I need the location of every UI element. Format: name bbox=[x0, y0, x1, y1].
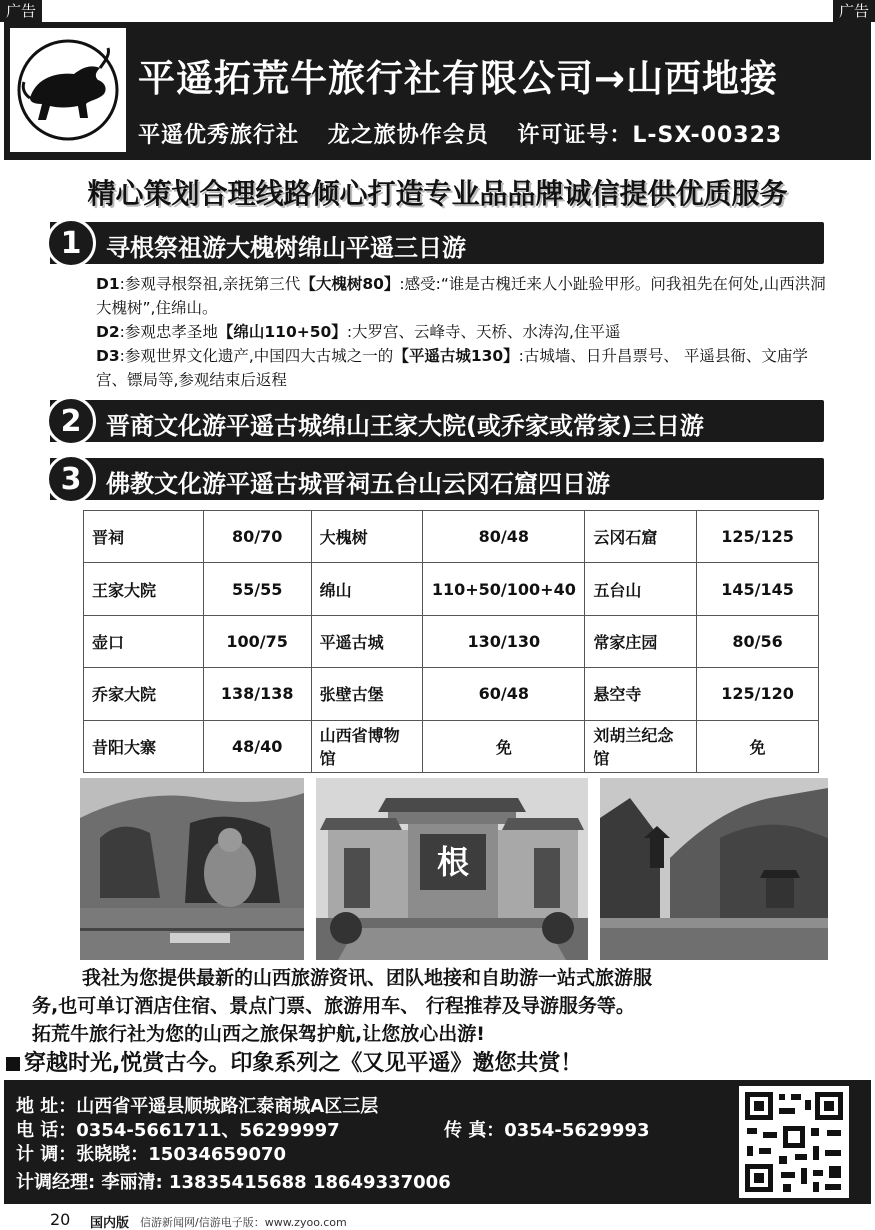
address: 地 址：山西省平遥县顺城路汇泰商城A区三层 bbox=[16, 1096, 379, 1117]
invite-text: 穿越时光,悦赏古今。印象系列之《又见平遥》邀您共赏！ bbox=[24, 1051, 583, 1076]
site-name: 壶口 bbox=[84, 615, 204, 667]
site-name: 山西省博物馆 bbox=[311, 720, 423, 772]
dispatcher: 计 调：张晓晓：15034659070 bbox=[16, 1144, 287, 1165]
site-price: 80/70 bbox=[203, 511, 311, 563]
tour-1-itinerary bbox=[96, 272, 826, 392]
subtitle-member: 龙之旅协作会员 bbox=[327, 123, 489, 148]
site-price: 100/75 bbox=[203, 615, 311, 667]
site-name: 刘胡兰纪念馆 bbox=[585, 720, 697, 772]
site-price: 80/56 bbox=[697, 615, 819, 667]
table-row bbox=[84, 511, 819, 563]
ad-tag-right: 广告 bbox=[833, 0, 875, 22]
site-price: 110+50/100+40 bbox=[423, 563, 585, 615]
site-name: 晋祠 bbox=[84, 511, 204, 563]
tour-3-number: 3 bbox=[46, 454, 96, 504]
site-price: 55/55 bbox=[203, 563, 311, 615]
page-number: 20 bbox=[50, 1210, 71, 1229]
ad-tag-left: 广告 bbox=[0, 0, 42, 22]
site-price: 125/125 bbox=[697, 511, 819, 563]
site-price: 125/120 bbox=[697, 668, 819, 720]
phone: 电 话：0354-5661711、56299997 bbox=[16, 1120, 340, 1141]
site-name: 平遥古城 bbox=[311, 615, 423, 667]
day-1: D1:参观寻根祭祖,亲抚第三代【大槐树80】:感受:“谁是古槐迁来人小趾验甲形。问我祖先在何处,山西洪洞大槐树”,住绵山。 bbox=[96, 275, 826, 317]
table-row bbox=[84, 720, 819, 772]
header-banner bbox=[4, 22, 871, 160]
site-price: 48/40 bbox=[203, 720, 311, 772]
company-title: 平遥拓荒牛旅行社有限公司→山西地接 bbox=[138, 57, 779, 100]
company-subtitle bbox=[138, 118, 802, 149]
site-name: 大槐树 bbox=[311, 511, 423, 563]
site-price: 60/48 bbox=[423, 668, 585, 720]
site-name: 绵山 bbox=[311, 563, 423, 615]
site-name: 常家庄园 bbox=[585, 615, 697, 667]
site-name: 张壁古堡 bbox=[311, 668, 423, 720]
day-2: D2:参观忠孝圣地【绵山110+50】:大罗宫、云峰寺、天桥、水涛沟,住平遥 bbox=[96, 323, 621, 341]
manager: 计调经理: 李丽清: 13835415688 18649337006 bbox=[16, 1172, 451, 1193]
qr-code-icon bbox=[739, 1086, 849, 1198]
invite-banner bbox=[6, 1046, 582, 1077]
bull-logo-icon bbox=[10, 28, 126, 152]
tour-2-title: 晋商文化游平遥古城绵山王家大院(或乔家或常家)三日游 bbox=[106, 412, 704, 440]
photo-gate bbox=[316, 778, 588, 960]
ticket-price-table bbox=[83, 510, 819, 773]
intro-line-1: 我社为您提供最新的山西旅游资讯、团队地接和自助游一站式旅游服 bbox=[82, 967, 653, 989]
site-price: 145/145 bbox=[697, 563, 819, 615]
site-name: 悬空寺 bbox=[585, 668, 697, 720]
contact-footer bbox=[4, 1080, 871, 1204]
subtitle-excellent: 平遥优秀旅行社 bbox=[138, 123, 300, 148]
tour-2-number: 2 bbox=[46, 396, 96, 446]
tour-1-bar bbox=[50, 222, 824, 264]
edition-label: 国内版 bbox=[90, 1216, 130, 1230]
tour-1-title: 寻根祭祖游大槐树绵山平遥三日游 bbox=[106, 234, 466, 262]
intro-line-3: 拓荒牛旅行社为您的山西之旅保驾护航,让您放心出游! bbox=[32, 1023, 485, 1045]
day-3: D3:参观世界文化遗产,中国四大古城之一的【平遥古城130】:古城墙、日升昌票号、 平遥县衙、文庙学宫、镖局等,参观结束后返程 bbox=[96, 347, 808, 389]
site-price: 80/48 bbox=[423, 511, 585, 563]
photo-grottoes bbox=[80, 778, 304, 960]
page-footer bbox=[0, 1208, 875, 1230]
site-price: 138/138 bbox=[203, 668, 311, 720]
table-row bbox=[84, 615, 819, 667]
site-price: 130/130 bbox=[423, 615, 585, 667]
license-number: 许可证号：L-SX-00323 bbox=[517, 123, 783, 148]
slogan: 精心策划合理线路倾心打造专业品品牌诚信提供优质服务 bbox=[87, 177, 788, 210]
intro-line-2: 务,也可单订酒店住宿、景点门票、旅游用车、 行程推荐及导游服务等。 bbox=[32, 995, 635, 1017]
tour-1-number: 1 bbox=[46, 218, 96, 268]
site-name: 乔家大院 bbox=[84, 668, 204, 720]
tour-3-bar bbox=[50, 458, 824, 500]
table-row bbox=[84, 668, 819, 720]
site-price: 免 bbox=[423, 720, 585, 772]
site-name: 云冈石窟 bbox=[585, 511, 697, 563]
site-name: 王家大院 bbox=[84, 563, 204, 615]
fax: 传 真：0354-5629993 bbox=[444, 1120, 650, 1141]
site-price: 免 bbox=[697, 720, 819, 772]
table-row bbox=[84, 563, 819, 615]
gate-character: 根 bbox=[436, 843, 470, 881]
website-text: 信游新闻网/信游电子版：www.zyoo.com bbox=[140, 1216, 347, 1229]
site-name: 昔阳大寨 bbox=[84, 720, 204, 772]
intro-text bbox=[32, 964, 852, 1048]
tour-2-bar bbox=[50, 400, 824, 442]
square-bullet-icon bbox=[6, 1057, 20, 1071]
photo-mountain-lake bbox=[600, 778, 828, 960]
site-name: 五台山 bbox=[585, 563, 697, 615]
tour-3-title: 佛教文化游平遥古城晋祠五台山云冈石窟四日游 bbox=[106, 470, 610, 498]
